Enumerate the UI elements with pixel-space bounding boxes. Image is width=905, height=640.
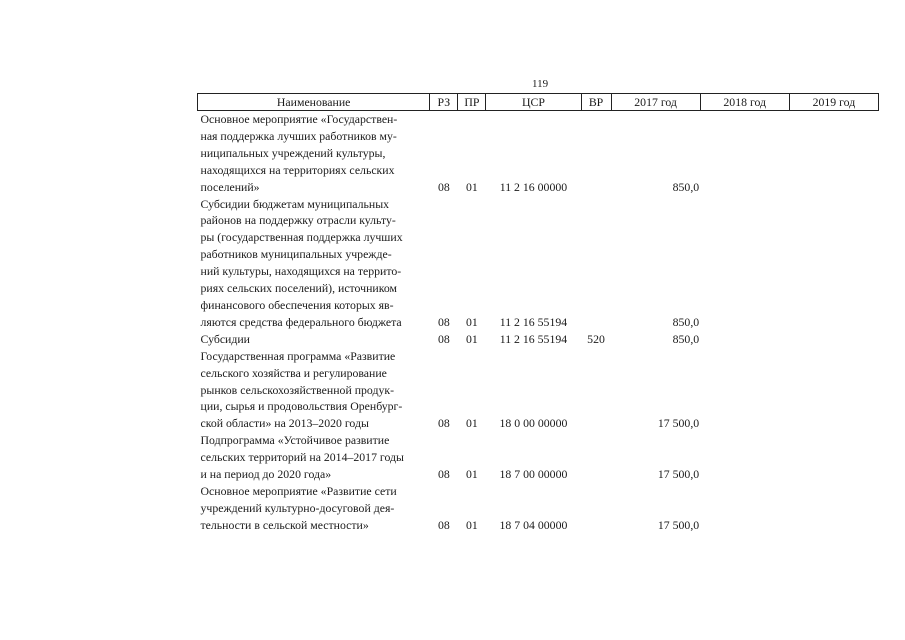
row-2017: 850,0 — [672, 331, 700, 346]
row-vr: 520 — [587, 331, 605, 346]
row-2019 — [789, 432, 878, 483]
table-row — [198, 432, 879, 483]
row-2017: 17 500,0 — [657, 517, 700, 532]
page-number: 119 — [532, 78, 549, 90]
row-name: Подпрограмма «Устойчивое развитие сельских территорий на 2014–2017 годы и на период до 2020 года» — [200, 433, 404, 482]
row-csr: 18 0 00 00000 — [499, 416, 568, 431]
header-csr: ЦСР — [486, 94, 581, 111]
row-csr: 18 7 04 00000 — [499, 517, 568, 532]
table-body — [198, 111, 879, 534]
row-csr: 11 2 16 55194 — [499, 314, 568, 329]
table-header — [198, 94, 879, 111]
row-name: Субсидии бюджетам муниципальных районов на поддержку отрасли культу- ры (государственная поддержка лучших работников муниципальных учрежде- ний культуры, находящихся на террито- риях сельских поселений), источником финансового обеспечения которых яв- ляются средства федерального бюджета — [200, 196, 403, 329]
table-row — [198, 483, 879, 534]
row-pr: 01 — [465, 467, 478, 482]
row-2017: 17 500,0 — [657, 467, 700, 482]
row-2017: 17 500,0 — [657, 416, 700, 431]
row-2018 — [700, 196, 789, 331]
row-2018 — [700, 483, 789, 534]
row-pr: 01 — [465, 416, 478, 431]
row-pr: 01 — [465, 331, 478, 346]
row-csr: 18 7 00 00000 — [499, 467, 568, 482]
header-2019: 2019 год — [789, 94, 878, 111]
row-rz: 08 — [437, 314, 450, 329]
row-rz: 08 — [437, 179, 450, 194]
row-pr: 01 — [465, 517, 478, 532]
budget-table — [197, 93, 879, 534]
row-2017: 850,0 — [672, 179, 700, 194]
header-rz: РЗ — [430, 94, 458, 111]
row-2019 — [789, 483, 878, 534]
row-csr: 11 2 16 55194 — [499, 331, 568, 346]
row-name: Субсидии — [200, 331, 250, 346]
row-2018 — [700, 331, 789, 348]
header-name: Наименование — [198, 94, 430, 111]
row-pr: 01 — [465, 179, 478, 194]
header-vr: ВР — [581, 94, 611, 111]
table-row — [198, 348, 879, 433]
row-2019 — [789, 348, 878, 433]
row-rz: 08 — [437, 517, 450, 532]
row-name: Основное мероприятие «Государствен- ная поддержка лучших работников му- ниципальных учреждений культуры, находящихся на территориях сельских поселений» — [200, 112, 398, 194]
header-row — [198, 94, 879, 111]
row-2018 — [700, 348, 789, 433]
row-csr: 11 2 16 00000 — [499, 179, 568, 194]
row-2018 — [700, 432, 789, 483]
row-vr — [581, 483, 611, 534]
row-name: Основное мероприятие «Развитие сети учреждений культурно-досуговой дея- тельности в сельской местности» — [200, 483, 397, 532]
row-2019 — [789, 331, 878, 348]
table-row — [198, 111, 879, 196]
header-pr: ПР — [458, 94, 486, 111]
row-2019 — [789, 111, 878, 196]
row-vr — [581, 196, 611, 331]
row-pr: 01 — [465, 314, 478, 329]
row-vr — [581, 111, 611, 196]
header-2017: 2017 год — [611, 94, 700, 111]
row-rz: 08 — [437, 416, 450, 431]
row-2018 — [700, 111, 789, 196]
row-rz: 08 — [437, 331, 450, 346]
row-vr — [581, 432, 611, 483]
header-2018: 2018 год — [700, 94, 789, 111]
row-rz: 08 — [437, 467, 450, 482]
row-2019 — [789, 196, 878, 331]
row-2017: 850,0 — [672, 314, 700, 329]
row-name: Государственная программа «Развитие сельского хозяйства и регулирование рынков сельскохозяйственной продук- ции, сырья и продовольствия Оренбург- ской области» на 2013–2020 годы — [200, 348, 403, 431]
row-vr — [581, 348, 611, 433]
table-row — [198, 331, 879, 348]
table-row — [198, 196, 879, 331]
